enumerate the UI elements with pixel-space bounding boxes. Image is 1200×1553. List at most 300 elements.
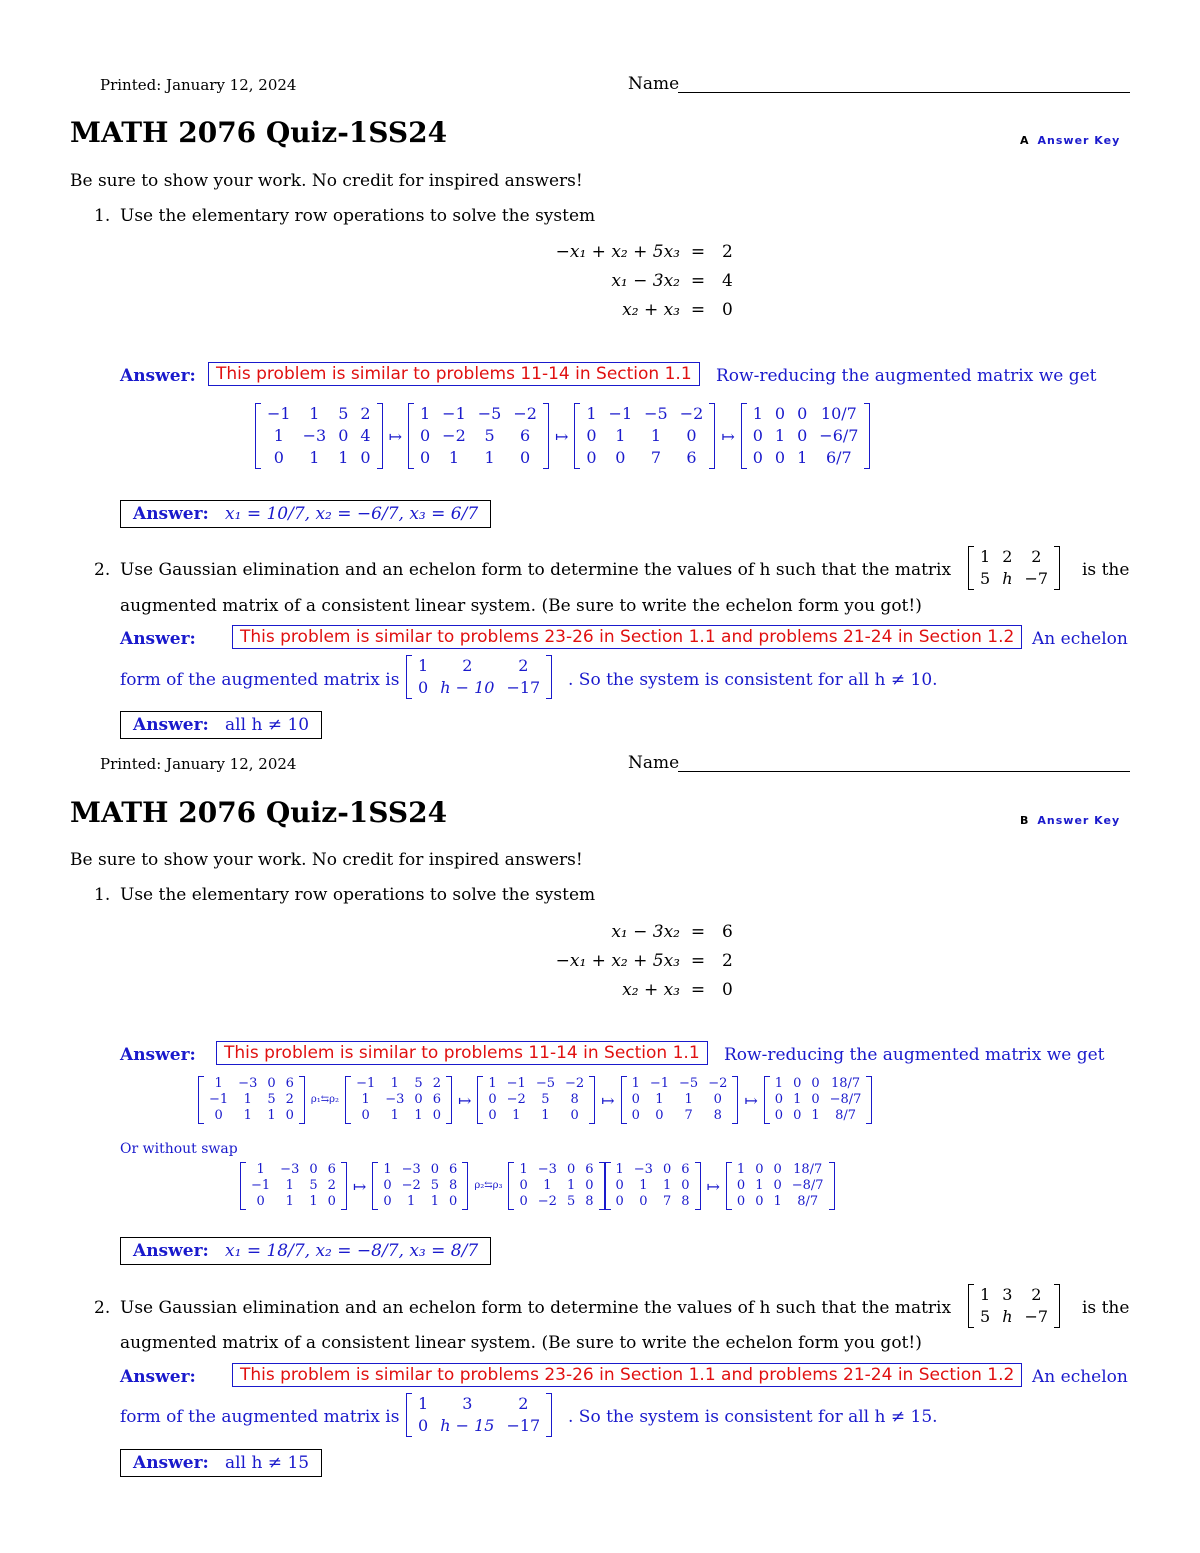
similar-problems-note: This problem is similar to problems 23-26 in Section 1.1 and problems 21-24 in Section 1.2 <box>232 625 1022 649</box>
matrix-entry: 18/7 <box>830 1076 861 1091</box>
matrix-entry: 0 <box>214 1108 223 1123</box>
maps-to-arrow: ↦ <box>457 1090 472 1110</box>
matrix-row <box>414 425 543 447</box>
matrix-row <box>483 1108 589 1124</box>
right-bracket <box>829 1162 835 1210</box>
conclusion: . So the system is consistent for all h ≠ 15. <box>568 1407 938 1427</box>
matrix-row <box>246 1178 341 1194</box>
matrix-row <box>261 447 377 469</box>
question-number: 2. <box>94 560 111 580</box>
matrix-entry: 0 <box>681 1178 690 1193</box>
matrix-entry: 1 <box>383 1162 392 1177</box>
matrix-entry: −3 <box>633 1162 653 1177</box>
right-bracket <box>695 1162 701 1210</box>
matrix-row <box>580 447 709 469</box>
final-answer-box <box>120 1237 491 1265</box>
matrix-row <box>414 447 543 469</box>
matrix-row <box>246 1162 341 1178</box>
matrix-entry: 1 <box>488 1076 497 1091</box>
matrix-entry: −1 <box>251 1178 271 1193</box>
matrix-entry: 1 <box>214 1076 223 1091</box>
question-prompt: Use Gaussian elimination and an echelon form to determine the values of h such that the matrix <box>120 1298 952 1318</box>
equation-row: x₂ + x₃ = 0 <box>622 300 733 320</box>
answer-key-label: Answer Key <box>1037 814 1121 827</box>
right-bracket <box>341 1162 347 1210</box>
matrix-entry: 1 <box>684 1092 693 1107</box>
similar-problems-note: This problem is similar to problems 11-14 in Section 1.1 <box>208 362 700 386</box>
matrix-entry: 1 <box>752 404 763 423</box>
answer-key-label: Answer Key <box>1037 134 1121 147</box>
maps-to-arrow: ↦ <box>601 1090 615 1110</box>
matrix-entry: 2 <box>1031 547 1042 566</box>
matrix-entry: −2 <box>708 1076 728 1091</box>
matrix-body <box>580 403 709 469</box>
matrix-entry: 1 <box>650 426 662 445</box>
matrix-entry: 0 <box>585 1178 594 1193</box>
matrix-entry: 0 <box>267 1076 276 1091</box>
matrix <box>621 1076 739 1124</box>
version-letter: A <box>1020 134 1030 147</box>
matrix-entry: 0 <box>488 1108 497 1123</box>
matrix-row <box>261 403 377 425</box>
matrix-entry: 1 <box>309 404 320 423</box>
right-bracket <box>299 1076 305 1124</box>
matrix-entry: −17 <box>506 1416 541 1435</box>
matrix-entry: 5 <box>980 1307 991 1326</box>
matrix-body <box>611 1162 695 1210</box>
matrix-entry: 1 <box>390 1076 399 1091</box>
matrix-row <box>351 1108 446 1124</box>
answer-label: Answer: <box>133 1453 209 1473</box>
right-bracket <box>732 1076 738 1124</box>
matrix <box>198 1076 305 1124</box>
matrix-entry: 1 <box>615 426 626 445</box>
matrix-entry: 1 <box>631 1076 640 1091</box>
matrix-row <box>770 1076 867 1092</box>
matrix-entry: 6 <box>285 1076 294 1091</box>
equation-system <box>510 922 750 1012</box>
matrix-body <box>412 1393 546 1437</box>
equation-system <box>510 242 750 332</box>
matrix-row <box>974 546 1054 568</box>
equation-row: x₂ + x₃ = 0 <box>622 980 733 1000</box>
matrix-entry: 2 <box>327 1178 336 1193</box>
matrix-entry: 0 <box>383 1178 392 1193</box>
matrix-row <box>747 447 865 469</box>
matrix-body <box>483 1076 589 1124</box>
matrix-entry: 0 <box>639 1194 648 1209</box>
matrix-entry: 2 <box>462 656 473 675</box>
matrix-entry: 1 <box>774 1076 784 1091</box>
right-bracket <box>864 403 870 469</box>
matrix-entry: 0 <box>488 1092 497 1107</box>
matrix-entry: 0 <box>361 1108 370 1123</box>
matrix-entry: 0 <box>736 1194 746 1209</box>
matrix-entry: 1 <box>309 1194 318 1209</box>
question-prompt-end: is the <box>1082 1298 1130 1318</box>
matrix-entry: 0 <box>285 1108 294 1123</box>
matrix <box>477 1076 595 1124</box>
right-bracket <box>546 1393 552 1437</box>
matrix-entry: −2 <box>679 404 704 423</box>
matrix-entry: −5 <box>644 404 668 423</box>
matrix-entry: 0 <box>419 448 431 467</box>
matrix-entry: 0 <box>811 1076 820 1091</box>
matrix-entry: 0 <box>615 1194 624 1209</box>
matrix-entry: 6 <box>520 426 531 445</box>
matrix-entry: 6 <box>432 1092 441 1107</box>
matrix-entry: 0 <box>752 448 763 467</box>
matrix <box>726 1162 835 1210</box>
matrix-entry: −2 <box>537 1194 557 1209</box>
matrix-entry: 0 <box>383 1194 392 1209</box>
row-reduction-sequence <box>198 1076 872 1124</box>
matrix-row <box>627 1076 733 1092</box>
matrix-entry: 0 <box>449 1194 458 1209</box>
matrix-entry: 0 <box>774 448 786 467</box>
matrix-entry: 1 <box>414 1108 423 1123</box>
matrix-entry: 1 <box>361 1092 370 1107</box>
matrix-entry: 0 <box>755 1194 764 1209</box>
version-letter: B <box>1020 814 1030 827</box>
right-bracket <box>462 1162 468 1210</box>
right-bracket <box>589 1076 595 1124</box>
maps-to-arrow: ↦ <box>388 426 402 446</box>
matrix-row <box>611 1194 695 1210</box>
matrix-entry: −3 <box>280 1162 300 1177</box>
matrix-entry: 0 <box>774 1108 784 1123</box>
matrix-entry: 0 <box>414 1092 423 1107</box>
matrix-entry: 10/7 <box>820 404 857 423</box>
matrix-row <box>412 1415 546 1437</box>
row-swap-arrow: ρ₁⇆ρ₂ <box>310 1094 340 1105</box>
echelon-intro-cont: form of the augmented matrix is <box>120 670 400 690</box>
matrix <box>240 1162 347 1210</box>
matrix-entry: 1 <box>566 1178 576 1193</box>
matrix-entry: 1 <box>309 448 320 467</box>
matrix-entry: 0 <box>615 448 626 467</box>
instructions: Be sure to show your work. No credit for inspired answers! <box>70 171 583 191</box>
matrix-entry: −1 <box>649 1076 670 1091</box>
final-answer-box <box>120 1449 322 1477</box>
matrix-entry: 3 <box>1002 1285 1013 1304</box>
matrix-entry: 1 <box>543 1178 552 1193</box>
matrix-entry: 2 <box>1031 1285 1042 1304</box>
matrix-row <box>611 1178 695 1194</box>
matrix-entry: −2 <box>506 1092 526 1107</box>
matrix-entry: 0 <box>662 1162 672 1177</box>
matrix-row <box>483 1092 589 1108</box>
printed-date: Printed: January 12, 2024 <box>100 755 297 773</box>
matrix-entry: 1 <box>639 1178 648 1193</box>
matrix-entry: 0 <box>713 1092 722 1107</box>
row-reduce-text: Row-reducing the augmented matrix we get <box>724 1045 1105 1065</box>
maps-to-arrow: ↦ <box>554 426 569 446</box>
matrix-row <box>204 1076 299 1092</box>
matrix-entry: 7 <box>650 448 662 467</box>
final-answer: all h ≠ 10 <box>225 715 310 735</box>
matrix-row <box>514 1178 598 1194</box>
matrix-entry: 1 <box>811 1108 820 1123</box>
matrix-body <box>246 1162 341 1210</box>
matrix-entry: 0 <box>686 426 697 445</box>
coefficient-matrix <box>968 546 1060 590</box>
matrix-entry: −8/7 <box>829 1092 862 1107</box>
equation-row: x₁ − 3x₂ = 6 <box>611 922 733 942</box>
equation-row: −x₁ + x₂ + 5x₃ = 2 <box>555 951 733 971</box>
matrix-entry: 1 <box>512 1108 521 1123</box>
question-number: 1. <box>94 206 111 226</box>
question-number: 2. <box>94 1298 111 1318</box>
matrix-entry: 0 <box>797 404 808 423</box>
matrix-entry: 2 <box>285 1092 294 1107</box>
matrix-entry: −7 <box>1024 1307 1049 1326</box>
alt-method-label: Or without swap <box>120 1141 238 1157</box>
matrix-entry: −2 <box>513 404 537 423</box>
matrix-body <box>261 403 377 469</box>
matrix <box>408 403 549 469</box>
matrix-entry: 2 <box>1002 547 1013 566</box>
matrix-row <box>378 1162 462 1178</box>
matrix-row <box>514 1194 598 1210</box>
instructions: Be sure to show your work. No credit for inspired answers! <box>70 850 583 870</box>
matrix-entry: 1 <box>338 448 349 467</box>
matrix-entry: 1 <box>448 448 460 467</box>
right-bracket <box>709 403 715 469</box>
matrix-body <box>747 403 865 469</box>
echelon-intro: An echelon <box>1032 1367 1128 1387</box>
matrix-entry: 7 <box>662 1194 672 1209</box>
maps-to-arrow: ↦ <box>352 1176 367 1196</box>
matrix-body <box>974 1284 1054 1328</box>
matrix-entry: 0 <box>773 1162 782 1177</box>
matrix-entry: −2 <box>565 1076 585 1091</box>
maps-to-arrow: ↦ <box>744 1090 758 1110</box>
answer-label: Answer: <box>133 1241 209 1261</box>
matrix-entry: h − 15 <box>440 1416 495 1435</box>
matrix-entry: 2 <box>518 1394 529 1413</box>
matrix-entry: 1 <box>615 1162 624 1177</box>
matrix-row <box>514 1162 598 1178</box>
matrix-entry: 0 <box>774 404 786 423</box>
matrix-entry: 2 <box>432 1076 441 1091</box>
matrix-row <box>412 1393 546 1415</box>
matrix-entry: 1 <box>430 1194 440 1209</box>
name-label: Name <box>628 753 680 773</box>
matrix-entry: 0 <box>793 1108 802 1123</box>
echelon-form <box>406 655 552 699</box>
matrix-entry: 1 <box>285 1178 294 1193</box>
conclusion: . So the system is consistent for all h ≠ 10. <box>568 670 938 690</box>
matrix-entry: −1 <box>267 404 291 423</box>
name-field[interactable] <box>678 92 1130 93</box>
matrix-entry: −3 <box>385 1092 405 1107</box>
matrix-row <box>732 1178 829 1194</box>
right-bracket <box>1054 1284 1060 1328</box>
matrix-entry: 1 <box>267 1108 276 1123</box>
row-reduce-text: Row-reducing the augmented matrix we get <box>716 366 1097 386</box>
matrix-entry: 0 <box>309 1162 318 1177</box>
matrix-entry: h <box>1002 569 1013 588</box>
alt-row-reduction-sequence <box>240 1162 835 1210</box>
matrix-entry: 0 <box>273 448 284 467</box>
matrix-entry: −5 <box>477 404 502 423</box>
matrix-entry: 8/7 <box>835 1108 856 1123</box>
matrix-entry: 1 <box>773 1194 782 1209</box>
matrix <box>345 1076 452 1124</box>
matrix <box>968 546 1060 590</box>
matrix-entry: −3 <box>238 1076 258 1091</box>
matrix-row <box>580 425 709 447</box>
matrix-row <box>412 655 546 677</box>
similar-problems-note: This problem is similar to problems 23-26 in Section 1.1 and problems 21-24 in Section 1.2 <box>232 1363 1022 1387</box>
matrix-entry: 4 <box>360 426 371 445</box>
matrix-entry: 6 <box>327 1162 336 1177</box>
matrix-entry: 0 <box>631 1108 640 1123</box>
matrix-row <box>378 1194 462 1210</box>
matrix-row <box>732 1194 829 1210</box>
matrix-body <box>414 403 543 469</box>
matrix-body <box>412 655 546 699</box>
matrix-body <box>732 1162 829 1210</box>
right-bracket <box>377 403 383 469</box>
matrix-row <box>627 1108 733 1124</box>
matrix-entry: 1 <box>797 448 808 467</box>
matrix-row <box>770 1108 867 1124</box>
matrix-entry: 0 <box>432 1108 441 1123</box>
equation-row: x₁ − 3x₂ = 4 <box>611 271 733 291</box>
matrix-row <box>627 1092 733 1108</box>
matrix <box>574 403 715 469</box>
matrix-body <box>204 1076 299 1124</box>
maps-to-arrow: ↦ <box>721 426 735 446</box>
matrix-entry: 5 <box>430 1178 440 1193</box>
matrix-entry: −6/7 <box>819 426 859 445</box>
matrix-entry: 0 <box>570 1108 579 1123</box>
right-bracket <box>543 403 549 469</box>
matrix-entry: 8 <box>713 1108 722 1123</box>
matrix-row <box>747 425 865 447</box>
matrix <box>508 1162 604 1210</box>
right-bracket <box>546 655 552 699</box>
question-prompt: Use the elementary row operations to solve the system <box>120 885 596 905</box>
matrix <box>968 1284 1060 1328</box>
name-field[interactable] <box>678 771 1130 772</box>
matrix <box>255 403 383 469</box>
matrix-entry: −1 <box>608 404 633 423</box>
answer-key-tag <box>1020 814 1120 827</box>
matrix-entry: 0 <box>797 426 808 445</box>
matrix-entry: 0 <box>655 1108 664 1123</box>
matrix-row <box>412 677 546 699</box>
matrix-entry: 1 <box>484 448 495 467</box>
right-bracket <box>866 1076 872 1124</box>
matrix-entry: 5 <box>309 1178 318 1193</box>
matrix-entry: 0 <box>418 1416 429 1435</box>
matrix-entry: 0 <box>773 1178 782 1193</box>
matrix-entry: 0 <box>519 1194 528 1209</box>
matrix-entry: 7 <box>684 1108 693 1123</box>
matrix-entry: 1 <box>541 1108 550 1123</box>
matrix-entry: 1 <box>273 426 284 445</box>
question-prompt-cont: augmented matrix of a consistent linear system. (Be sure to write the echelon form you got!) <box>120 1333 922 1353</box>
echelon-form <box>406 1393 552 1437</box>
matrix-entry: 1 <box>418 1394 429 1413</box>
answer-label: Answer: <box>120 1367 196 1387</box>
matrix-row <box>747 403 865 425</box>
matrix-row <box>351 1092 446 1108</box>
answer-label: Answer: <box>120 629 196 649</box>
answer-label: Answer: <box>120 366 196 386</box>
matrix-entry: −1 <box>506 1076 526 1091</box>
matrix-entry: 0 <box>418 678 429 697</box>
matrix-entry: −17 <box>506 678 541 697</box>
matrix-entry: 0 <box>256 1194 265 1209</box>
matrix-row <box>483 1076 589 1092</box>
matrix-entry: 6 <box>686 448 697 467</box>
matrix-entry: −8/7 <box>791 1178 824 1193</box>
question-prompt: Use Gaussian elimination and an echelon form to determine the values of h such that the matrix <box>120 560 952 580</box>
matrix-row <box>974 1306 1054 1328</box>
matrix-entry: 0 <box>755 1162 764 1177</box>
matrix-entry: 18/7 <box>793 1162 823 1177</box>
matrix-entry: 0 <box>586 426 597 445</box>
matrix-entry: 2 <box>360 404 371 423</box>
matrix-row <box>974 568 1054 590</box>
matrix-entry: 5 <box>338 404 349 423</box>
question-number: 1. <box>94 885 111 905</box>
answer-label: Answer: <box>133 715 209 735</box>
matrix-row <box>611 1162 695 1178</box>
matrix-entry: 0 <box>586 448 597 467</box>
matrix-row <box>414 403 543 425</box>
matrix-entry: 1 <box>256 1162 265 1177</box>
quiz-title: MATH 2076 Quiz-1SS24 <box>70 796 448 829</box>
matrix-entry: 0 <box>566 1162 576 1177</box>
answer-label: Answer: <box>133 504 209 524</box>
matrix-entry: −7 <box>1024 569 1049 588</box>
matrix-entry: −3 <box>401 1162 421 1177</box>
matrix-entry: 6 <box>681 1162 690 1177</box>
matrix-entry: 0 <box>360 448 371 467</box>
matrix-entry: 5 <box>414 1076 423 1091</box>
matrix-entry: 0 <box>774 1092 784 1107</box>
matrix-body <box>514 1162 598 1210</box>
matrix-entry: 0 <box>615 1178 624 1193</box>
matrix-entry: −2 <box>401 1178 421 1193</box>
question-prompt: Use the elementary row operations to solve the system <box>120 206 596 226</box>
matrix-entry: 1 <box>285 1194 294 1209</box>
matrix-entry: −1 <box>356 1076 376 1091</box>
matrix-entry: 1 <box>390 1108 399 1123</box>
matrix-entry: 1 <box>418 656 429 675</box>
matrix-entry: 0 <box>520 448 531 467</box>
matrix-entry: 0 <box>338 426 349 445</box>
matrix-row <box>974 1284 1054 1306</box>
matrix-entry: 0 <box>811 1092 820 1107</box>
matrix-row <box>351 1076 446 1092</box>
matrix-entry: 1 <box>519 1162 528 1177</box>
matrix-entry: 5 <box>484 426 495 445</box>
matrix-entry: 1 <box>755 1178 764 1193</box>
matrix-entry: 8 <box>449 1178 458 1193</box>
matrix-entry: 3 <box>462 1394 473 1413</box>
matrix-row <box>261 425 377 447</box>
similar-problems-note: This problem is similar to problems 11-14 in Section 1.1 <box>216 1041 708 1065</box>
matrix-row <box>204 1108 299 1124</box>
right-bracket <box>446 1076 452 1124</box>
matrix-entry: 1 <box>736 1162 746 1177</box>
